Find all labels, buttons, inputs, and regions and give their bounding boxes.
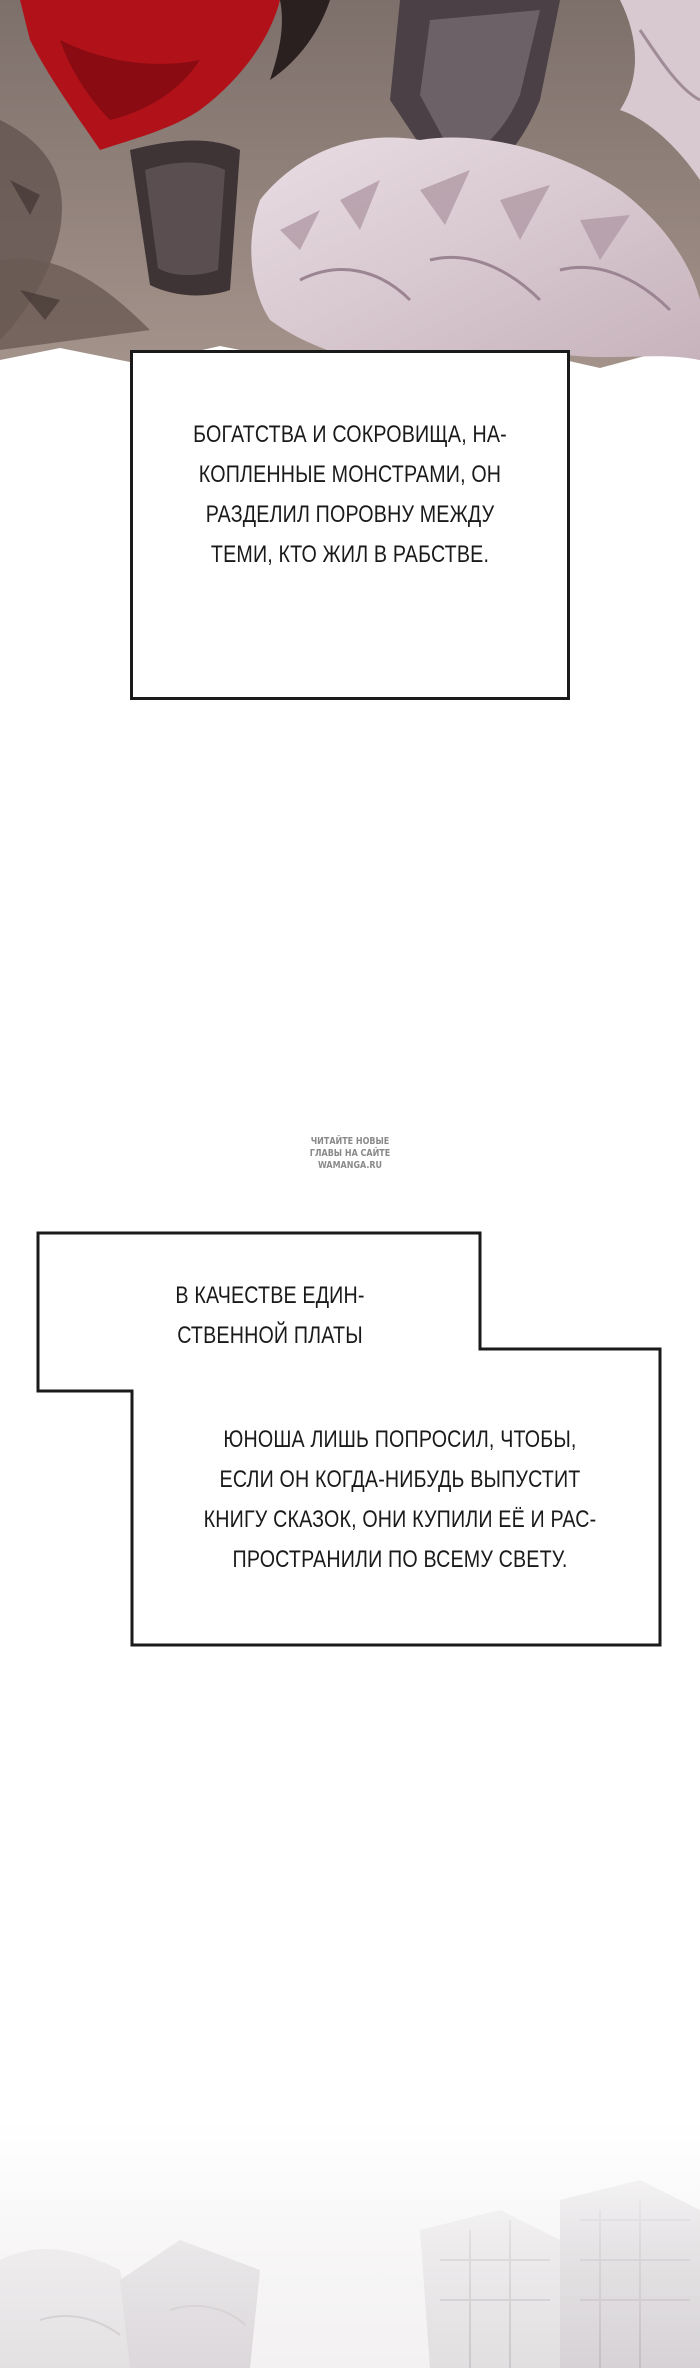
- bottom-illustration: [0, 2120, 700, 2368]
- caption-line: КОПЛЕННЫЕ МОНСТРАМИ, ОН: [198, 461, 502, 488]
- caption-line: В КАЧЕСТВЕ ЕДИН-: [175, 1282, 365, 1309]
- caption-2-text-a: [147, 1276, 393, 1356]
- bottom-illustration-art: [0, 2120, 700, 2368]
- caption-line: ТЕМИ, КТО ЖИЛ В РАБСТВЕ.: [210, 541, 490, 568]
- caption-line: СТВЕННОЙ ПЛАТЫ: [177, 1322, 363, 1349]
- watermark-line: ЧИТАЙТЕ НОВЫЕ: [310, 1136, 390, 1147]
- caption-2-text-b: [203, 1420, 597, 1580]
- watermark-line: ГЛАВЫ НА САЙТЕ: [309, 1148, 391, 1159]
- top-illustration-art: [0, 0, 700, 370]
- caption-line: РАЗДЕЛИЛ ПОРОВНУ МЕЖДУ: [205, 501, 495, 528]
- caption-line: ПРОСТРАНИЛИ ПО ВСЕМУ СВЕТУ.: [232, 1546, 568, 1573]
- watermark-line: WAMANGA.RU: [317, 1160, 383, 1171]
- caption-line: ЮНОША ЛИШЬ ПОПРОСИЛ, ЧТОБЫ,: [223, 1426, 577, 1453]
- caption-line: БОГАТСТВА И СОКРОВИЩА, НА-: [193, 421, 507, 448]
- caption-line: КНИГУ СКАЗОК, ОНИ КУПИЛИ ЕЁ И РАС-: [203, 1506, 597, 1533]
- caption-1-text: [172, 415, 528, 575]
- top-illustration: [0, 0, 700, 370]
- caption-box-1: [130, 350, 570, 700]
- caption-line: ЕСЛИ ОН КОГДА-НИБУДЬ ВЫПУСТИТ: [219, 1466, 581, 1493]
- site-watermark: [270, 1136, 430, 1172]
